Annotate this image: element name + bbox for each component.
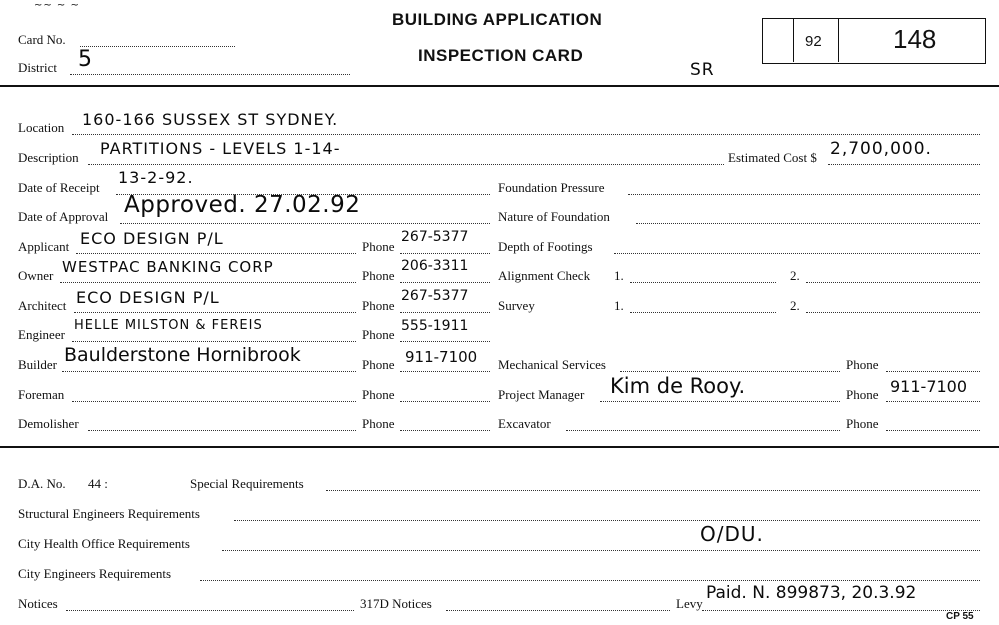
owner-phone-line bbox=[400, 282, 490, 283]
builder-line bbox=[62, 371, 356, 372]
applicant-phone-value: 267-5377 bbox=[401, 229, 469, 245]
location-line bbox=[72, 134, 980, 135]
date-approval-label: Date of Approval bbox=[18, 209, 109, 224]
foreman-phone-line bbox=[400, 401, 490, 402]
builder-value: Baulderstone Hornibrook bbox=[64, 344, 301, 366]
survey-label: Survey bbox=[498, 298, 535, 313]
project-manager-phone-line bbox=[886, 401, 980, 402]
depth-footings-label: Depth of Footings bbox=[498, 239, 593, 254]
city-engineers-line bbox=[200, 580, 980, 581]
demolisher-label: Demolisher bbox=[18, 416, 79, 431]
date-approval-line bbox=[120, 223, 490, 224]
foreman-phone-label: Phone bbox=[362, 387, 395, 402]
project-manager-label: Project Manager bbox=[498, 387, 585, 402]
card-no-line bbox=[80, 46, 235, 47]
box-divider-1 bbox=[793, 18, 794, 62]
project-manager-phone-label: Phone bbox=[846, 387, 879, 402]
alignment-num2: 2. bbox=[790, 268, 800, 283]
excavator-phone-line bbox=[886, 430, 980, 431]
owner-value: WESTPAC BANKING CORP bbox=[62, 258, 274, 276]
da-no-value: 44 : bbox=[88, 476, 108, 491]
nature-foundation-line bbox=[636, 223, 980, 224]
architect-phone-value: 267-5377 bbox=[401, 288, 469, 304]
notices-317d-line bbox=[446, 610, 670, 611]
owner-phone-value: 206-3311 bbox=[401, 258, 469, 274]
estimated-cost-line bbox=[828, 164, 980, 165]
levy-label: Levy bbox=[676, 596, 703, 611]
form-title-line2: INSPECTION CARD bbox=[418, 46, 584, 65]
estimated-cost-label: Estimated Cost $ bbox=[728, 150, 817, 165]
date-receipt-value: 13-2-92. bbox=[118, 168, 194, 187]
date-receipt-label: Date of Receipt bbox=[18, 180, 100, 195]
header-divider bbox=[0, 85, 999, 87]
engineer-label: Engineer bbox=[18, 327, 65, 342]
form-code: CP 55 bbox=[946, 611, 974, 622]
engineer-phone-label: Phone bbox=[362, 327, 395, 342]
alignment-check-label: Alignment Check bbox=[498, 268, 591, 283]
mechanical-phone-line bbox=[886, 371, 980, 372]
applicant-phone-label: Phone bbox=[362, 239, 395, 254]
demolisher-phone-label: Phone bbox=[362, 416, 395, 431]
estimated-cost-value: 2,700,000. bbox=[830, 139, 932, 159]
foundation-pressure-line bbox=[628, 194, 980, 195]
architect-label: Architect bbox=[18, 298, 67, 313]
survey-line-2 bbox=[806, 312, 980, 313]
alignment-line-2 bbox=[806, 282, 980, 283]
health-value: O/DU. bbox=[700, 522, 764, 546]
foreman-line bbox=[72, 401, 356, 402]
survey-num1: 1. bbox=[614, 298, 624, 313]
notices-label: Notices bbox=[18, 596, 58, 611]
owner-line bbox=[60, 282, 356, 283]
description-label: Description bbox=[18, 150, 79, 165]
nature-foundation-label: Nature of Foundation bbox=[498, 209, 610, 224]
depth-footings-line bbox=[614, 253, 980, 254]
box-code: 92 bbox=[805, 33, 822, 50]
builder-phone-label: Phone bbox=[362, 357, 395, 372]
special-requirements-label: Special Requirements bbox=[190, 476, 304, 491]
da-no-label: D.A. No. bbox=[18, 476, 66, 491]
foreman-label: Foreman bbox=[18, 387, 65, 402]
alignment-num1: 1. bbox=[614, 268, 624, 283]
notices-317d-label: 317D Notices bbox=[360, 596, 432, 611]
structural-label: Structural Engineers Requirements bbox=[18, 506, 200, 521]
engineer-phone-line bbox=[400, 341, 490, 342]
structural-line bbox=[234, 520, 980, 521]
levy-line bbox=[702, 610, 980, 611]
applicant-phone-line bbox=[400, 253, 490, 254]
applicant-value: ECO DESIGN P/L bbox=[80, 229, 224, 248]
architect-value: ECO DESIGN P/L bbox=[76, 288, 220, 307]
applicant-line bbox=[76, 253, 356, 254]
survey-num2: 2. bbox=[790, 298, 800, 313]
architect-phone-line bbox=[400, 312, 490, 313]
header-scribble: ~~ ~ ~ bbox=[34, 0, 80, 11]
description-line bbox=[88, 164, 724, 165]
date-approval-value: Approved. 27.02.92 bbox=[124, 192, 361, 218]
box-number: 148 bbox=[893, 24, 937, 54]
demolisher-phone-line bbox=[400, 430, 490, 431]
foundation-pressure-label: Foundation Pressure bbox=[498, 180, 605, 195]
owner-label: Owner bbox=[18, 268, 54, 283]
alignment-line-1 bbox=[630, 282, 776, 283]
mechanical-line bbox=[620, 371, 840, 372]
section-divider bbox=[0, 446, 999, 448]
survey-line-1 bbox=[630, 312, 776, 313]
excavator-phone-label: Phone bbox=[846, 416, 879, 431]
form-title-line1: BUILDING APPLICATION bbox=[392, 10, 603, 29]
engineer-value: HELLE MILSTON & FEREIS bbox=[74, 318, 263, 333]
initials: SR bbox=[690, 60, 715, 80]
builder-label: Builder bbox=[18, 357, 57, 372]
applicant-label: Applicant bbox=[18, 239, 70, 254]
box-divider-2 bbox=[838, 18, 839, 62]
excavator-label: Excavator bbox=[498, 416, 551, 431]
location-value: 160-166 SUSSEX ST SYDNEY. bbox=[82, 110, 339, 129]
demolisher-line bbox=[88, 430, 356, 431]
district-label: District bbox=[18, 60, 57, 75]
engineer-phone-value: 555-1911 bbox=[401, 318, 469, 334]
mechanical-label: Mechanical Services bbox=[498, 357, 606, 372]
levy-value: Paid. N. 899873, 20.3.92 bbox=[706, 583, 917, 603]
notices-line bbox=[66, 610, 354, 611]
project-manager-value: Kim de Rooy. bbox=[610, 374, 746, 398]
description-value: PARTITIONS - LEVELS 1-14- bbox=[100, 139, 341, 158]
engineer-line bbox=[72, 341, 356, 342]
project-manager-line bbox=[600, 401, 840, 402]
card-no-label: Card No. bbox=[18, 32, 66, 47]
location-label: Location bbox=[18, 120, 65, 135]
owner-phone-label: Phone bbox=[362, 268, 395, 283]
special-requirements-line bbox=[326, 490, 980, 491]
project-manager-phone-value: 911-7100 bbox=[890, 377, 968, 396]
architect-phone-label: Phone bbox=[362, 298, 395, 313]
builder-phone-value: 911-7100 bbox=[405, 348, 478, 366]
district-line bbox=[70, 74, 350, 75]
health-line bbox=[222, 550, 980, 551]
card-number-box bbox=[762, 18, 986, 64]
district-value: 5 bbox=[78, 47, 93, 72]
excavator-line bbox=[566, 430, 840, 431]
city-engineers-label: City Engineers Requirements bbox=[18, 566, 172, 581]
architect-line bbox=[74, 312, 356, 313]
builder-phone-line bbox=[400, 371, 490, 372]
mechanical-phone-label: Phone bbox=[846, 357, 879, 372]
health-label: City Health Office Requirements bbox=[18, 536, 190, 551]
